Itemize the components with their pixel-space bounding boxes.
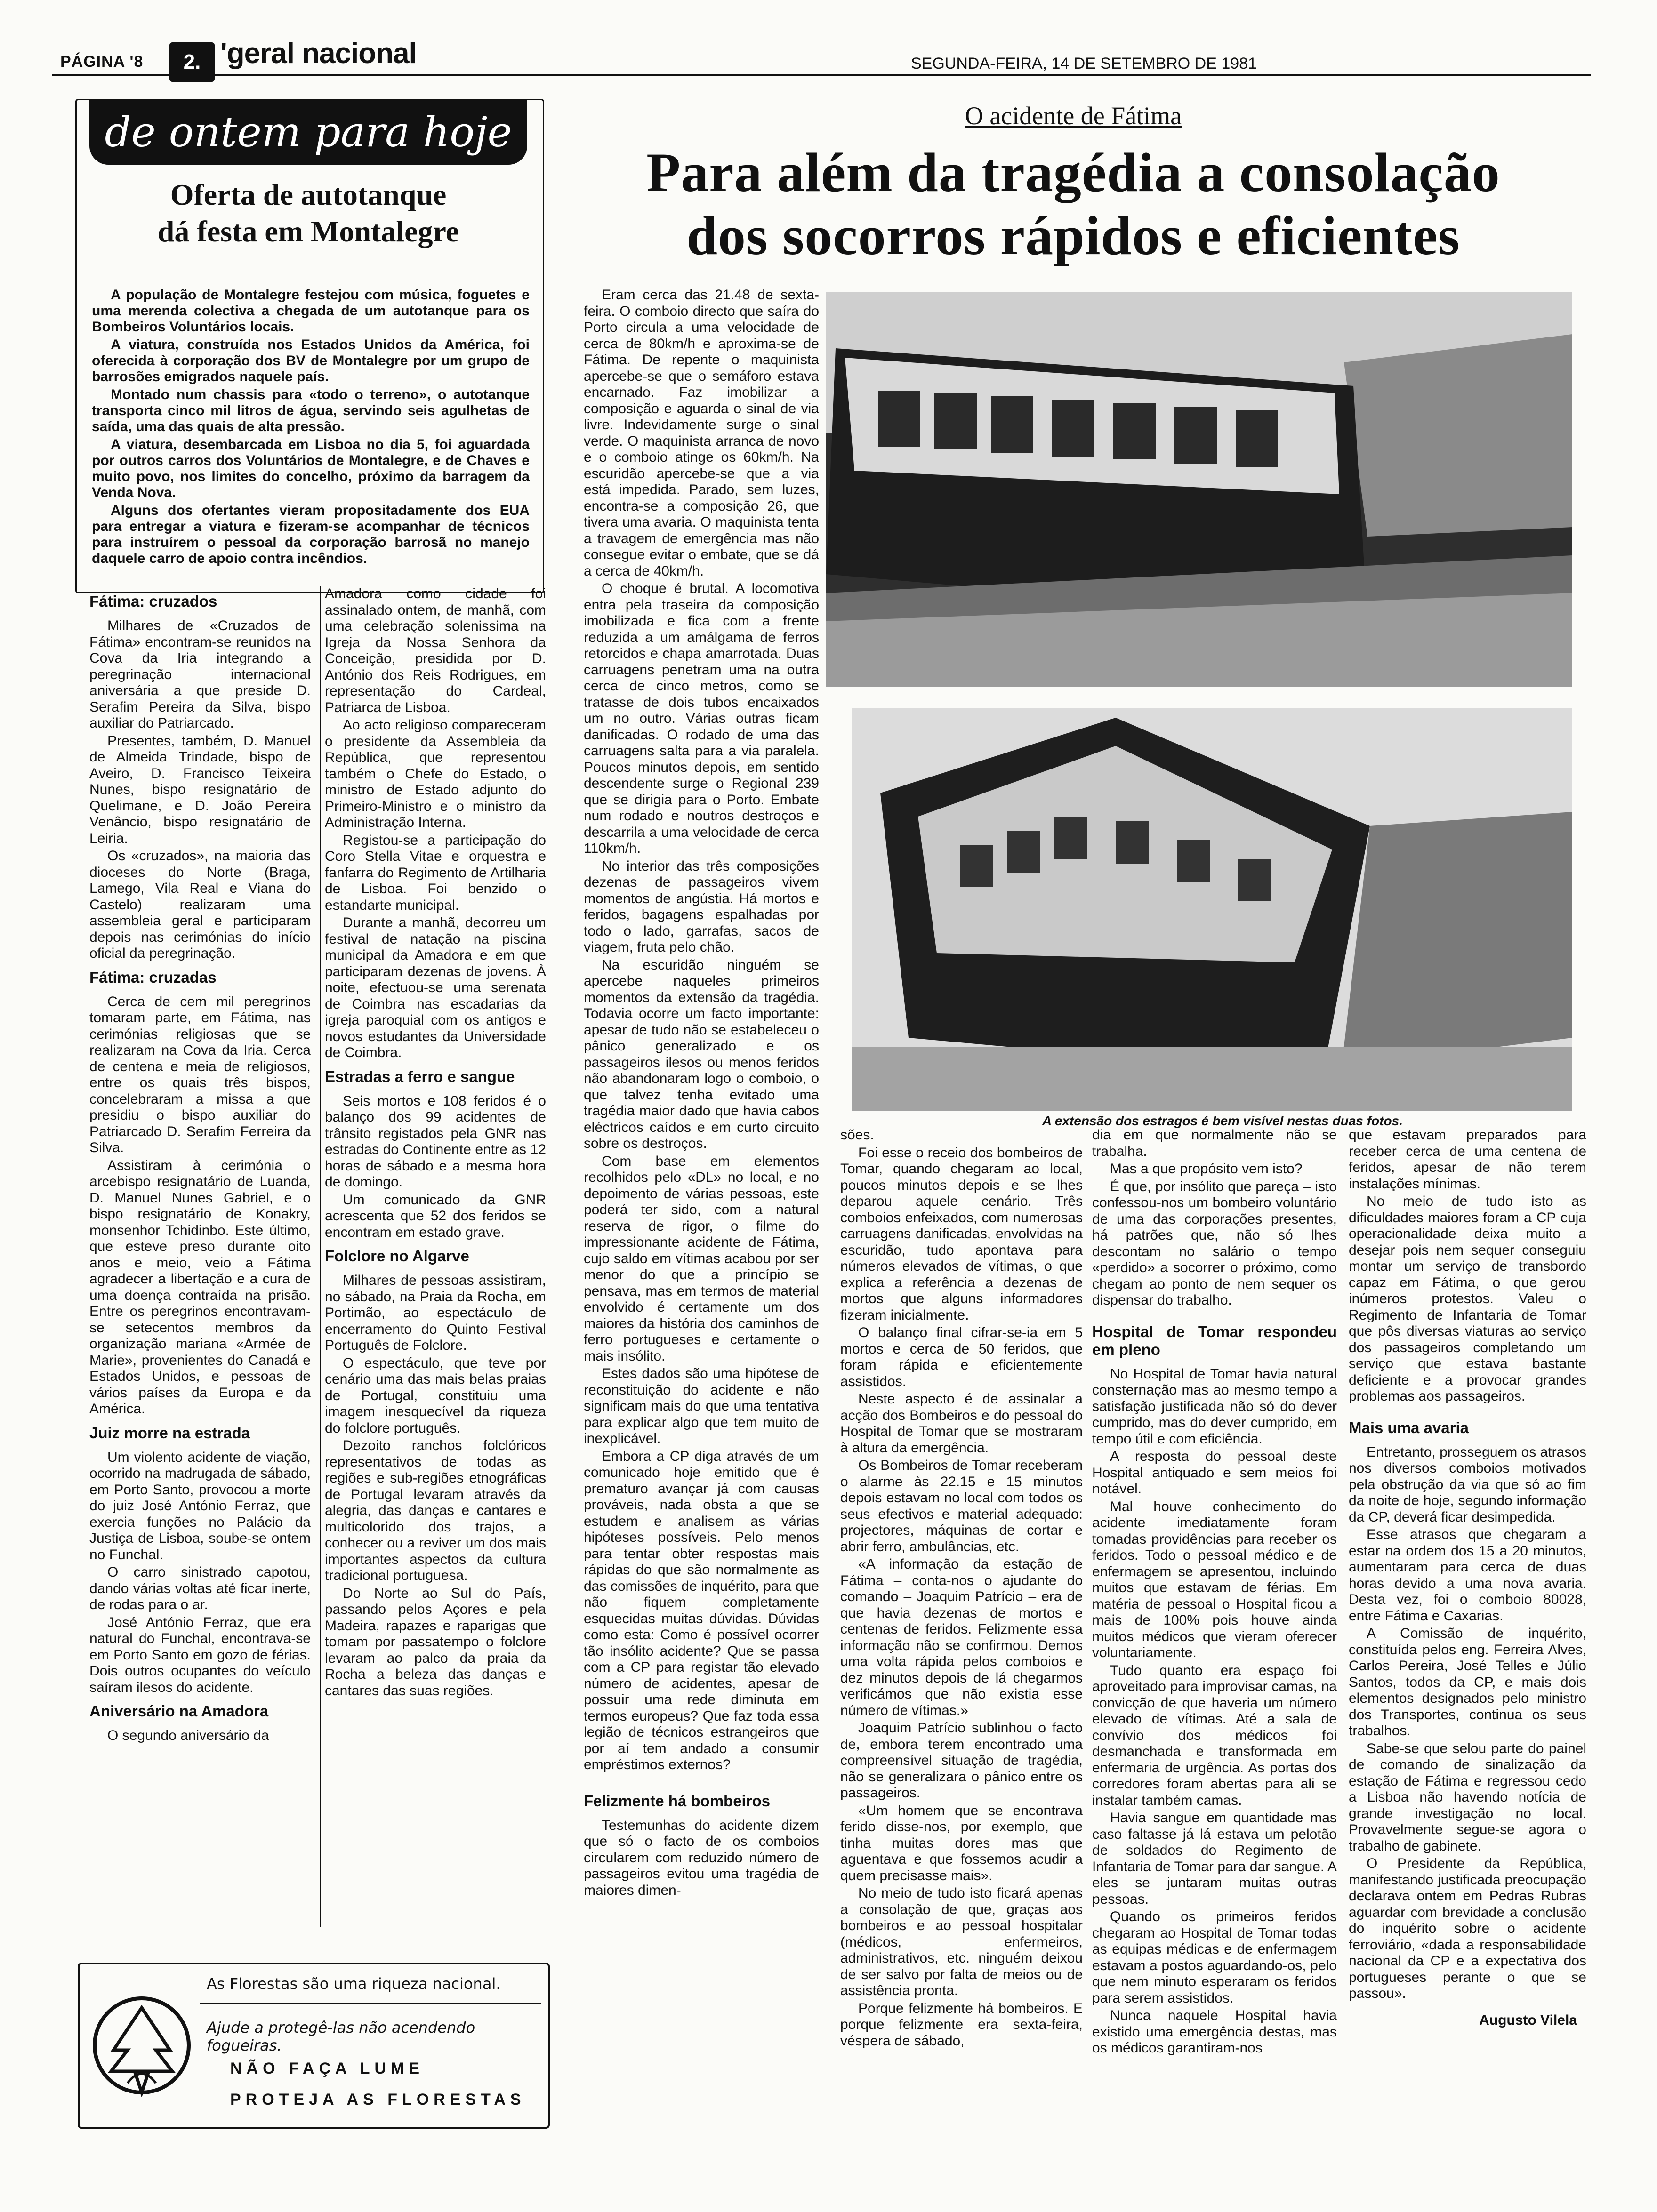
paragraph: Havia sangue em quantidade mas caso faltasse já lá estava um pelotão de soldados do Regimento de Infantaria de Tomar para dar sangue. A eles se juntaram muitas outras pessoas. [1092,1810,1337,1907]
train-wreck-image [826,292,1572,687]
section-banner [89,99,527,165]
paragraph: No interior das três composições dezenas de passageiros vivem momentos de angústia. Há mortos e feridos, bagagens espalhadas por todo o lado, garrafas, sacos de viagem, fruta pelo chão. [584,858,819,955]
forest-ad [78,1963,550,2129]
paragraph: «A informação da estação de Fátima – conta-nos o ajudante do comando – Joaquim Patrício – era de que havia dezenas de mortos e centenas de feridos. Felizmente essa informação não se confirmou. Demos uma volta rápida pelos comboios e dez minutos depois de lá chegarmos verificámos que não existia esse número de vítimas.» [840,1556,1083,1718]
section-brand: 'geral nacional [220,37,417,70]
paragraph: Durante a manhã, decorreu um festival de natação na piscina municipal da Amadora e em que participaram dezenas de jovens. À noite, efectuou-se uma serenata de Coimbra nas escadarias da igreja paroquial com os antigos e novos estudantes da Universidade de Coimbra. [325,915,546,1060]
paragraph: Os Bombeiros de Tomar receberam o alarme às 22.15 e 15 minutos depois estavam no local com todos os seus efectivos e material adequado: projectores, máquinas de cortar e abrir ferro, ambulâncias, etc. [840,1458,1083,1555]
paragraph: Do Norte ao Sul do País, passando pelos Açores e pela Madeira, rapazes e raparigas que tomam por passatempo o folclore levaram ao palco da praia da Rocha a beleza das danças e cantares das suas regiões. [325,1585,546,1699]
paragraph: Na escuridão ninguém se apercebe naqueles primeiros momentos da extensão da tragédia. Todavia ocorre um facto importante: apesar de tudo não se estabeleceu o pânico generalizado e os passageiros ilesos ou menos feridos não abandonaram logo o comboio, o que talvez tenha evitado uma tragédia maior dado que havia cabos eléctricos caídos e em curto circuito sobre os destroços. [584,957,819,1151]
crash-photo-top [826,292,1572,687]
paragraph: Estes dados são uma hipótese de reconstituição do acidente e não significam mais do que uma tentativa para explicar algo que tem muito de inexplicável. [584,1366,819,1446]
paragraph: Presentes, também, D. Manuel de Almeida Trindade, bispo de Aveiro, D. Francisco Teixeira Nunes, bispo resignatário de Quelimane, e D. João Pereira Venâncio, bispo resignatário de Leiria. [89,733,311,846]
section-badge: 2. [169,42,215,82]
column-4 [840,1127,1083,2108]
paragraph: Foi esse o receio dos bombeiros de Tomar, quando chegaram ao local, poucos minutos depois e se lhes deparou aquele cenário. Três comboios enfeixados, com numerosas carruagens danificadas, envolvidas na escuridão, tudo apontava para números elevados de vítimas, o que explica a referência a dezenas de mortos que alguns informadores fizeram inicialmente. [840,1145,1083,1323]
article-headline [555,141,1591,267]
paragraph: Quando os primeiros feridos chegaram ao Hospital de Tomar todas as equipas médicas e de enfermagem estavam a postos aguardando-os, pelo que nem minuto esperaram os feridos para serem assistidos. [1092,1909,1337,2006]
paragraph: Seis mortos e 108 feridos é o balanço dos 99 acidentes de trânsito registados pela GNR nas estradas do Continente entre as 12 horas de sábado e a mesma hora de domingo. [325,1093,546,1190]
heading-estradas: Estradas a ferro e sangue [325,1067,515,1085]
ad-line-1: As Florestas são uma riqueza nacional. [207,1975,501,1993]
paragraph: Milhares de «Cruzados de Fátima» encontram-se reunidos na Cova da Iria integrando a peregrinação internacional aniversária a que preside D. Serafim Pereira da Silva, bispo auxiliar do Patriarcado. [89,618,311,731]
column-5 [1092,1127,1337,2108]
paragraph: Tudo quanto era espaço foi aproveitado para improvisar camas, na convicção de que haveria um número elevado de vítimas. Até a sala de convívio dos médicos foi desmanchada e transformada em enfermaria de urgência. As portas dos corredores foram abertas para ali se instalar também camas. [1092,1662,1337,1808]
paragraph: O balanço final cifrar-se-ia em 5 mortos e cerca de 50 feridos, que foram rápida e eficientemente assistidos. [840,1325,1083,1389]
paragraph: Entretanto, prosseguem os atrasos nos diversos comboios motivados pela obstrução da via que só ao fim da noite de hoje, segundo informação da CP, deverá ficar desimpedida. [1349,1444,1586,1525]
paragraph: A Comissão de inquérito, constituída pelos eng. Ferreira Alves, Carlos Pereira, José Telles e Júlio Santos, todos da CP, e mais dois elementos designados pelo ministro dos Transportes, continua os seus trabalhos. [1349,1626,1586,1739]
box-headline-line1: Oferta de autotanque [170,178,447,211]
box-headline-line2: dá festa em Montalegre [157,215,459,248]
paragraph: Sabe-se que selou parte do painel de comando de sinalização da estação de Fátima e regressou cedo a Lisboa não havendo notícia de grande investigação no local. Provavelmente segue-se agora o trabalho de gabinete. [1349,1740,1586,1854]
paragraph: Registou-se a participação do Coro Stella Vitae e orquestra e fanfarra do Regimento de Artilharia de Lisboa. Foi benzido o estandarte municipal. [325,832,546,913]
column-2 [325,586,546,1944]
header-rule [52,74,1591,76]
paragraph: No meio de tudo isto as dificuldades maiores foram a CP cuja operacionalidade deixa muito a desejar pois nem sequer conseguiu montar um serviço de transbordo capaz em Fátima, o que gerou inúmeros protestos. Valeu o Regimento de Infantaria de Tomar que pôs diversas viaturas ao serviço dos passageiros completando um serviço que estava bastante deficiente e a provocar grandes problemas aos passageiros. [1349,1194,1586,1404]
paragraph: O choque é brutal. A locomotiva entra pela traseira da composição imobilizada e fica com a frente reduzida a um amálgama de ferros retorcidos e chapa amarrotada. Duas carruagens penetram uma na outra cerca de cinco metros, como se tratasse de dois tubos encaixados um no outro. Várias outras ficam danificadas. O rodado de uma das carruagens salta para a via paralela. Poucos minutos depois, em sentido descendente surge o Regional 239 que se dirigia para o Porto. Embate num rodado e noutros destroços e descarrila a uma velocidade de cerca 110km/h. [584,581,819,856]
paragraph: Mal houve conhecimento do acidente imediatamente foram tomadas providências para receber os feridos. Todo o pessoal médico e de enfermagem se apresentou, incluindo muitos que estavam de férias. Em matéria de pessoal o Hospital ficou a mais de 100% pois houve ainda muitos médicos que vieram oferecer voluntariamente. [1092,1499,1337,1660]
paragraph: O carro sinistrado capotou, dando várias voltas até ficar inerte, de rodas para o ar. [89,1564,311,1612]
paragraph: No Hospital de Tomar havia natural consternação mas ao mesmo tempo a satisfação justificada não só do dever cumprido, mas do dever cumprido, em tempo útil e com eficiência. [1092,1366,1337,1447]
section-banner-text: de ontem para hoje [105,107,512,156]
heading-mais-uma-avaria: Mais uma avaria [1349,1419,1469,1436]
column-6 [1349,1127,1586,2108]
heading-aniversario: Aniversário na Amadora [89,1702,269,1720]
article-kicker: O acidente de Fátima [965,102,1182,130]
paragraph: A resposta do pessoal deste Hospital antiquado e sem meios foi notável. [1092,1449,1337,1497]
byline: Augusto Vilela [1479,2012,1577,2028]
photo-caption: A extensão dos estragos é bem visível nestas duas fotos. [1042,1114,1403,1128]
heading-folclore: Folclore no Algarve [325,1247,469,1265]
paragraph: Milhares de pessoas assistiram, no sábado, na Praia da Rocha, em Portimão, ao espectáculo de encerramento do Quinto Festival Português de Folclore. [325,1273,546,1353]
paragraph: dia em que normalmente não se trabalha. [1092,1127,1337,1159]
paragraph: Assistiram à cerimónia o arcebispo resignatário de Luanda, D. Manuel Nunes Gabriel, e o bispo resignatário de Konakry, monsenhor Tchidinbo. Este último, que esteve preso durante oito anos e meio, veio a Fátima agradecer a libertação e a cura de uma doença contraída na prisão. Entre os peregrinos encontravam-se setecentos membros da organização mariana «Armée de Marie», provenientes do Canadá e Estados Unidos, e pessoas de vários países da Europa e da América. [89,1157,311,1417]
page-date: SEGUNDA-FEIRA, 14 DE SETEMBRO DE 1981 [911,55,1257,72]
paragraph: Dezoito ranchos folclóricos representativos de todas as regiões e sub-regiões etnográficas de Portugal levaram através da alegria, das danças e cantares e multicolorido dos trajos, a conhecer ou a reviver um dos mais importantes aspectos da cultura tradicional portuguesa. [325,1438,546,1583]
ad-line-2: Ajude a protegê-las não acendendo fogueiras. [207,2019,475,2054]
ad-line-3: NÃO FAÇA LUME [230,2060,425,2077]
headline-line1: Para além da tragédia a consolação [646,142,1500,203]
column-divider [320,586,321,1927]
paragraph: Joaquim Patrício sublinhou o facto de, embora terem encontrado uma compreensível situação de tragédia, não se generalizara o pânico entre os passageiros. [840,1720,1083,1801]
paragraph: O Presidente da República, manifestando justificada preocupação declarava ontem em Pedras Rubras aguardar com brevidade a conclusão do inquérito sobre o acidente ferroviário, «dada a responsabilidade nacional da CP e a expectativa dos portugueses perante o que se passou». [1349,1856,1586,2001]
paragraph: José António Ferraz, que era natural do Funchal, encontrava-se em Porto Santo em gozo de férias. Dois outros ocupantes do veículo saíram ilesos do acidente. [89,1614,311,1695]
paragraph: «Um homem que se encontrava ferido disse-nos, por exemplo, que tinha muitas dores mas que aguentava e que fossemos acudir a quem precisasse mais». [840,1803,1083,1883]
paragraph: O espectáculo, que teve por cenário uma das mais belas praias de Portugal, constituiu uma imagem inesquecível da riqueza do folclore português. [325,1355,546,1436]
paragraph: Embora a CP diga através de um comunicado hoje emitido que é prematuro avançar já com causas prováveis, nada obsta a que se estudem e analisem as várias hipóteses possíveis. Pelo menos para tentar obter respostas mais rápidas do que são normalmente as das comissões de inquérito, para que não fiquem completamente esquecidas muitas dúvidas. Dúvidas como esta: Como é possível ocorrer tão insólito acidente? Que se passa com a CP para registar tão elevado número de acidentes, apesar de possuir uma rede diminuta em termos europeus? Que faz toda essa legião de técnicos estrangeiros que por aí tem andado a consumir empréstimos externos? [584,1448,819,1772]
paragraph: É que, por insólito que pareça – isto confessou-nos um bombeiro voluntário de uma das corporações presentes, há patrões que, não só lhes descontam no salário o tempo «perdido» a socorrer o próximo, como chegam ao ponto de nem sequer os dispensar do trabalho. [1092,1178,1337,1308]
lead-paragraph: A viatura, desembarcada em Lisboa no dia 5, foi aguardada por outros carros dos Voluntários de Montalegre, e de Chaves e muito povo, nos limites do concelho, próximo da barragem da Venda Nova. [92,437,530,500]
paragraph: sões. [840,1127,874,1143]
crash-photo-bottom [852,708,1572,1111]
lead-paragraph: Montado num chassis para «todo o terreno», o autotanque transporta cinco mil litros de água, servindo seis agulhetas de saída, uma das quais de alta pressão. [92,387,530,434]
derailed-carriage-image [852,708,1572,1111]
paragraph: Os «cruzados», na maioria das dioceses do Norte (Braga, Lamego, Vila Real e Viana do Castelo) realizaram uma assembleia geral e participaram depois nas cerimónias do início oficial da peregrinação. [89,848,311,961]
heading-fatima-cruzados: Fátima: cruzados [89,593,217,610]
paragraph: Eram cerca das 21.48 de sexta-feira. O comboio directo que saíra do Porto circula a uma velocidade de cerca de 80km/h e aproxima-se de Fátima. De repente o maquinista apercebe-se que o semáforo estava encarnado. Faz imobilizar a composição e aguarda o sinal de via livre. Indevidamente surge o sinal verde. O maquinista arranca de novo e o comboio atinge os 60km/h. Na escuridão apercebe-se que a via está impedida. Parado, sem luzes, encontra-se a composição 26, que tivera uma avaria. O maquinista tenta a travagem de emergência mas não consegue evitar o embate, que se dá a cerca de 40km/h. [584,287,819,579]
heading-felizmente: Felizmente há bombeiros [584,1792,771,1810]
paragraph: que estavam preparados para receber cerca de uma centena de feridos, apesar de não terem instalações mínimas. [1349,1127,1586,1192]
paragraph: Testemunhas do acidente dizem que só o facto de os comboios circularem com reduzido número de passageiros evitou uma tragédia de maiores dimen- [584,1817,819,1898]
ad-divider [200,2003,541,2004]
box-headline [85,176,532,250]
paragraph: Esse atrasos que chegaram a estar na ordem dos 15 a 20 minutos, aumentaram para cerca de duas horas devido a uma nova avaria. Desta vez, foi o comboio 80028, entre Fátima e Caxarias. [1349,1527,1586,1624]
heading-juiz: Juiz morre na estrada [89,1424,250,1442]
tree-icon [90,1994,193,2097]
page-number: PÁGINA '8 [60,53,144,71]
paragraph: Amadora como cidade foi assinalado ontem, de manhã, com uma celebração solenissima na Igreja da Nossa Senhora da Conceição, presidida por D. António dos Reis Rodrigues, em representação do Cardeal, Patriarca de Lisboa. [325,586,546,715]
paragraph: Ao acto religioso compareceram o presidente da Assembleia da República, que representou também o Chefe do Estado, o ministro de Estado adjunto do Primeiro-Ministro e o ministro da Administração Interna. [325,717,546,830]
paragraph: No meio de tudo isto ficará apenas a consolação de que, graças aos bombeiros e ao pessoal hospitalar (médicos, enfermeiros, administrativos, etc. ninguém deixou de ser salvo por falta de meios ou de assistência pronta. [840,1885,1083,1998]
paragraph: Neste aspecto é de assinalar a acção dos Bombeiros e do pessoal do Hospital de Tomar que se mostraram à altura da emergência. [840,1391,1083,1456]
column-1 [89,586,311,1944]
column-3 [584,287,819,2108]
heading-hospital: Hospital de Tomar respondeu em pleno [1092,1322,1337,1358]
heading-fatima-cruzadas: Fátima: cruzadas [89,968,217,986]
paragraph: Cerca de cem mil peregrinos tomaram parte, em Fátima, nas cerimónias religiosas que se realizaram na Cova da Iria. Cerca de centena e meia de religiosos, entre os quais três bispos, concelebraram a missa a que presidiu o bispo auxiliar do Patriarcado D. Serafim Ferreira da Silva. [89,994,311,1155]
paragraph: O segundo aniversário da [107,1728,269,1743]
headline-line2: dos socorros rápidos e eficientes [686,205,1460,266]
paragraph: Com base em elementos recolhidos pelo «DL» no local, e no depoimento de várias pessoas, este poderá ter sido, com a natural reserva de rigor, o filme do impressionante acidente de Fátima, cujo saldo em vítimas acabou por ser menor do que a princípio se pensava, mas em termos de material envolvido é certamente um dos maiores da história dos caminhos de ferro portugueses e certamente o mais insólito. [584,1153,819,1364]
paragraph: Nunca naquele Hospital havia existido uma emergência destas, mas os médicos garantiram-nos [1092,2008,1337,2056]
paragraph: Um violento acidente de viação, ocorrido na madrugada de sábado, em Porto Santo, provocou a morte do juiz José António Ferraz, que exercia funções no Palácio da Justiça de Lisboa, soube-se ontem no Funchal. [89,1449,311,1563]
ad-line-4: PROTEJA AS FLORESTAS [230,2091,526,2108]
lead-paragraph: A viatura, construída nos Estados Unidos da América, foi oferecida à corporação dos BV de Montalegre por um grupo de barrosões emigrados naquele país. [92,337,530,385]
paragraph: Um comunicado da GNR acrescenta que 52 dos feridos se encontram em estado grave. [325,1192,546,1240]
lead-paragraph: A população de Montalegre festejou com música, foguetes e uma merenda colectiva a chegada de um autotanque para os Bombeiros Voluntários locais. [92,287,530,335]
paragraph: Mas a que propósito vem isto? [1110,1161,1303,1177]
paragraph: Porque felizmente há bombeiros. E porque felizmente era sexta-feira, véspera de sábado, [840,2000,1083,2049]
lead-paragraph: Alguns dos ofertantes vieram propositadamente dos EUA para entregar a viatura e fizeram-se acompanhar de técnicos para instruírem o pessoal da corporação barrosã no manejo daquele carro de apoio contra incêndios. [92,503,530,566]
box-lead [92,287,530,569]
